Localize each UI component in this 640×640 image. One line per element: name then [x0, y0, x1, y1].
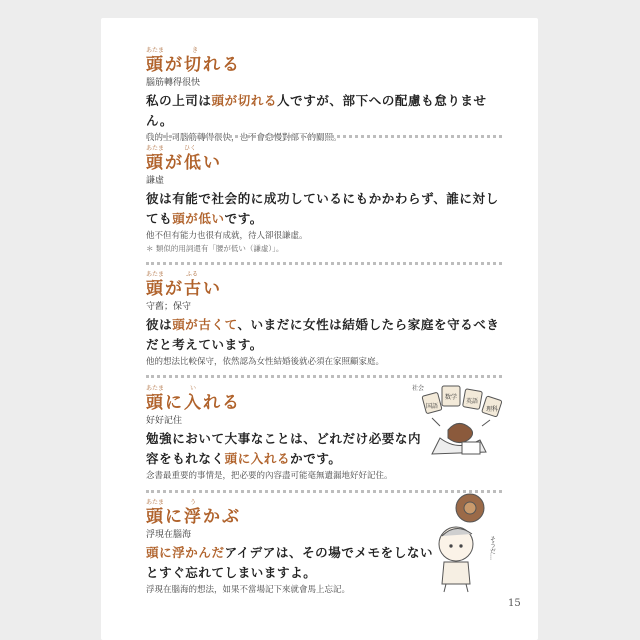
entry-example: 彼は有能で社会的に成功しているにもかかわらず、誰に対しても頭が低いです。: [146, 191, 499, 226]
entry-translation: 浮現在腦海的想法，如果不當場記下來就會馬上忘記。: [146, 585, 351, 595]
entry-meaning: 浮現在腦海: [146, 530, 192, 540]
entry-atama-ni-ireru: [146, 384, 428, 482]
entry-example: 私の上司は頭が切れる人ですが、部下への配慮も怠りません。: [146, 93, 487, 128]
section-divider: [146, 262, 502, 265]
entry-example: 頭に浮かんだアイデアは、その場でメモをしないとすぐ忘れてしまいますよ。: [146, 545, 434, 580]
ruby-reading: あたま: [146, 47, 165, 54]
ruby-reading: あたま: [146, 145, 165, 152]
ruby-reading: い: [190, 385, 197, 392]
entry-atama-ga-hikui: [146, 144, 506, 254]
entry-atama-ni-ukabu: [146, 498, 438, 596]
entry-heading: 頭に入れる: [146, 393, 241, 413]
ruby-reading: う: [190, 499, 197, 506]
entry-translation: 他的想法比較保守，依然認為女性結婚後就必須在家照顧家庭。: [146, 357, 385, 367]
entry-note: ＊ 類似的用詞還有「腰が低い（謙虛）」。: [146, 244, 284, 253]
entry-heading: 頭が古い: [146, 279, 222, 299]
book-label: 理科: [486, 406, 499, 413]
studying-student-illustration: [410, 378, 506, 460]
entry-translation: 他不但有能力也很有成就，待人卻很謙虛。: [146, 231, 308, 241]
book-label: 英語: [466, 398, 479, 405]
entry-example: 勉強において大事なことは、どれだけ必要な内容をもれなく頭に入れるかです。: [146, 431, 422, 466]
book-label: 国語: [426, 403, 439, 410]
entry-heading: 頭に浮かぶ: [146, 507, 241, 527]
entry-translation: 我的上司腦筋轉得很快，也不會怠慢對部下的關照。: [146, 133, 342, 143]
entry-example: 彼は頭が古くて、いまだに女性は結婚したら家庭を守るべきだと考えています。: [146, 317, 500, 352]
entry-translation: 念書最重要的事情是，把必要的內容盡可能毫無遺漏地好好記住。: [146, 471, 393, 481]
section-divider: [146, 135, 502, 138]
entry-atama-ga-kireru: [146, 46, 506, 144]
ruby-reading: ふる: [186, 271, 199, 278]
entry-meaning: 腦筋轉得很快: [146, 78, 201, 88]
ruby-reading: ひく: [184, 145, 197, 152]
entry-atama-ga-furui: [146, 270, 506, 368]
book-label: 数学: [445, 394, 458, 401]
page-number: 15: [508, 598, 521, 609]
idea-boy-illustration: [430, 492, 510, 596]
ruby-reading: あたま: [146, 385, 165, 392]
ruby-reading: あたま: [146, 499, 165, 506]
book-label: 社会: [412, 385, 425, 392]
entry-heading: 頭が切れる: [146, 55, 241, 75]
ruby-reading: あたま: [146, 271, 165, 278]
entry-meaning: 謙虛: [146, 176, 165, 186]
thought-text: そうだ…: [488, 536, 496, 560]
entry-heading: 頭が低い: [146, 153, 222, 173]
entry-meaning: 守舊；保守: [146, 302, 192, 312]
ruby-reading: き: [192, 47, 199, 54]
entry-meaning: 好好記住: [146, 416, 183, 426]
